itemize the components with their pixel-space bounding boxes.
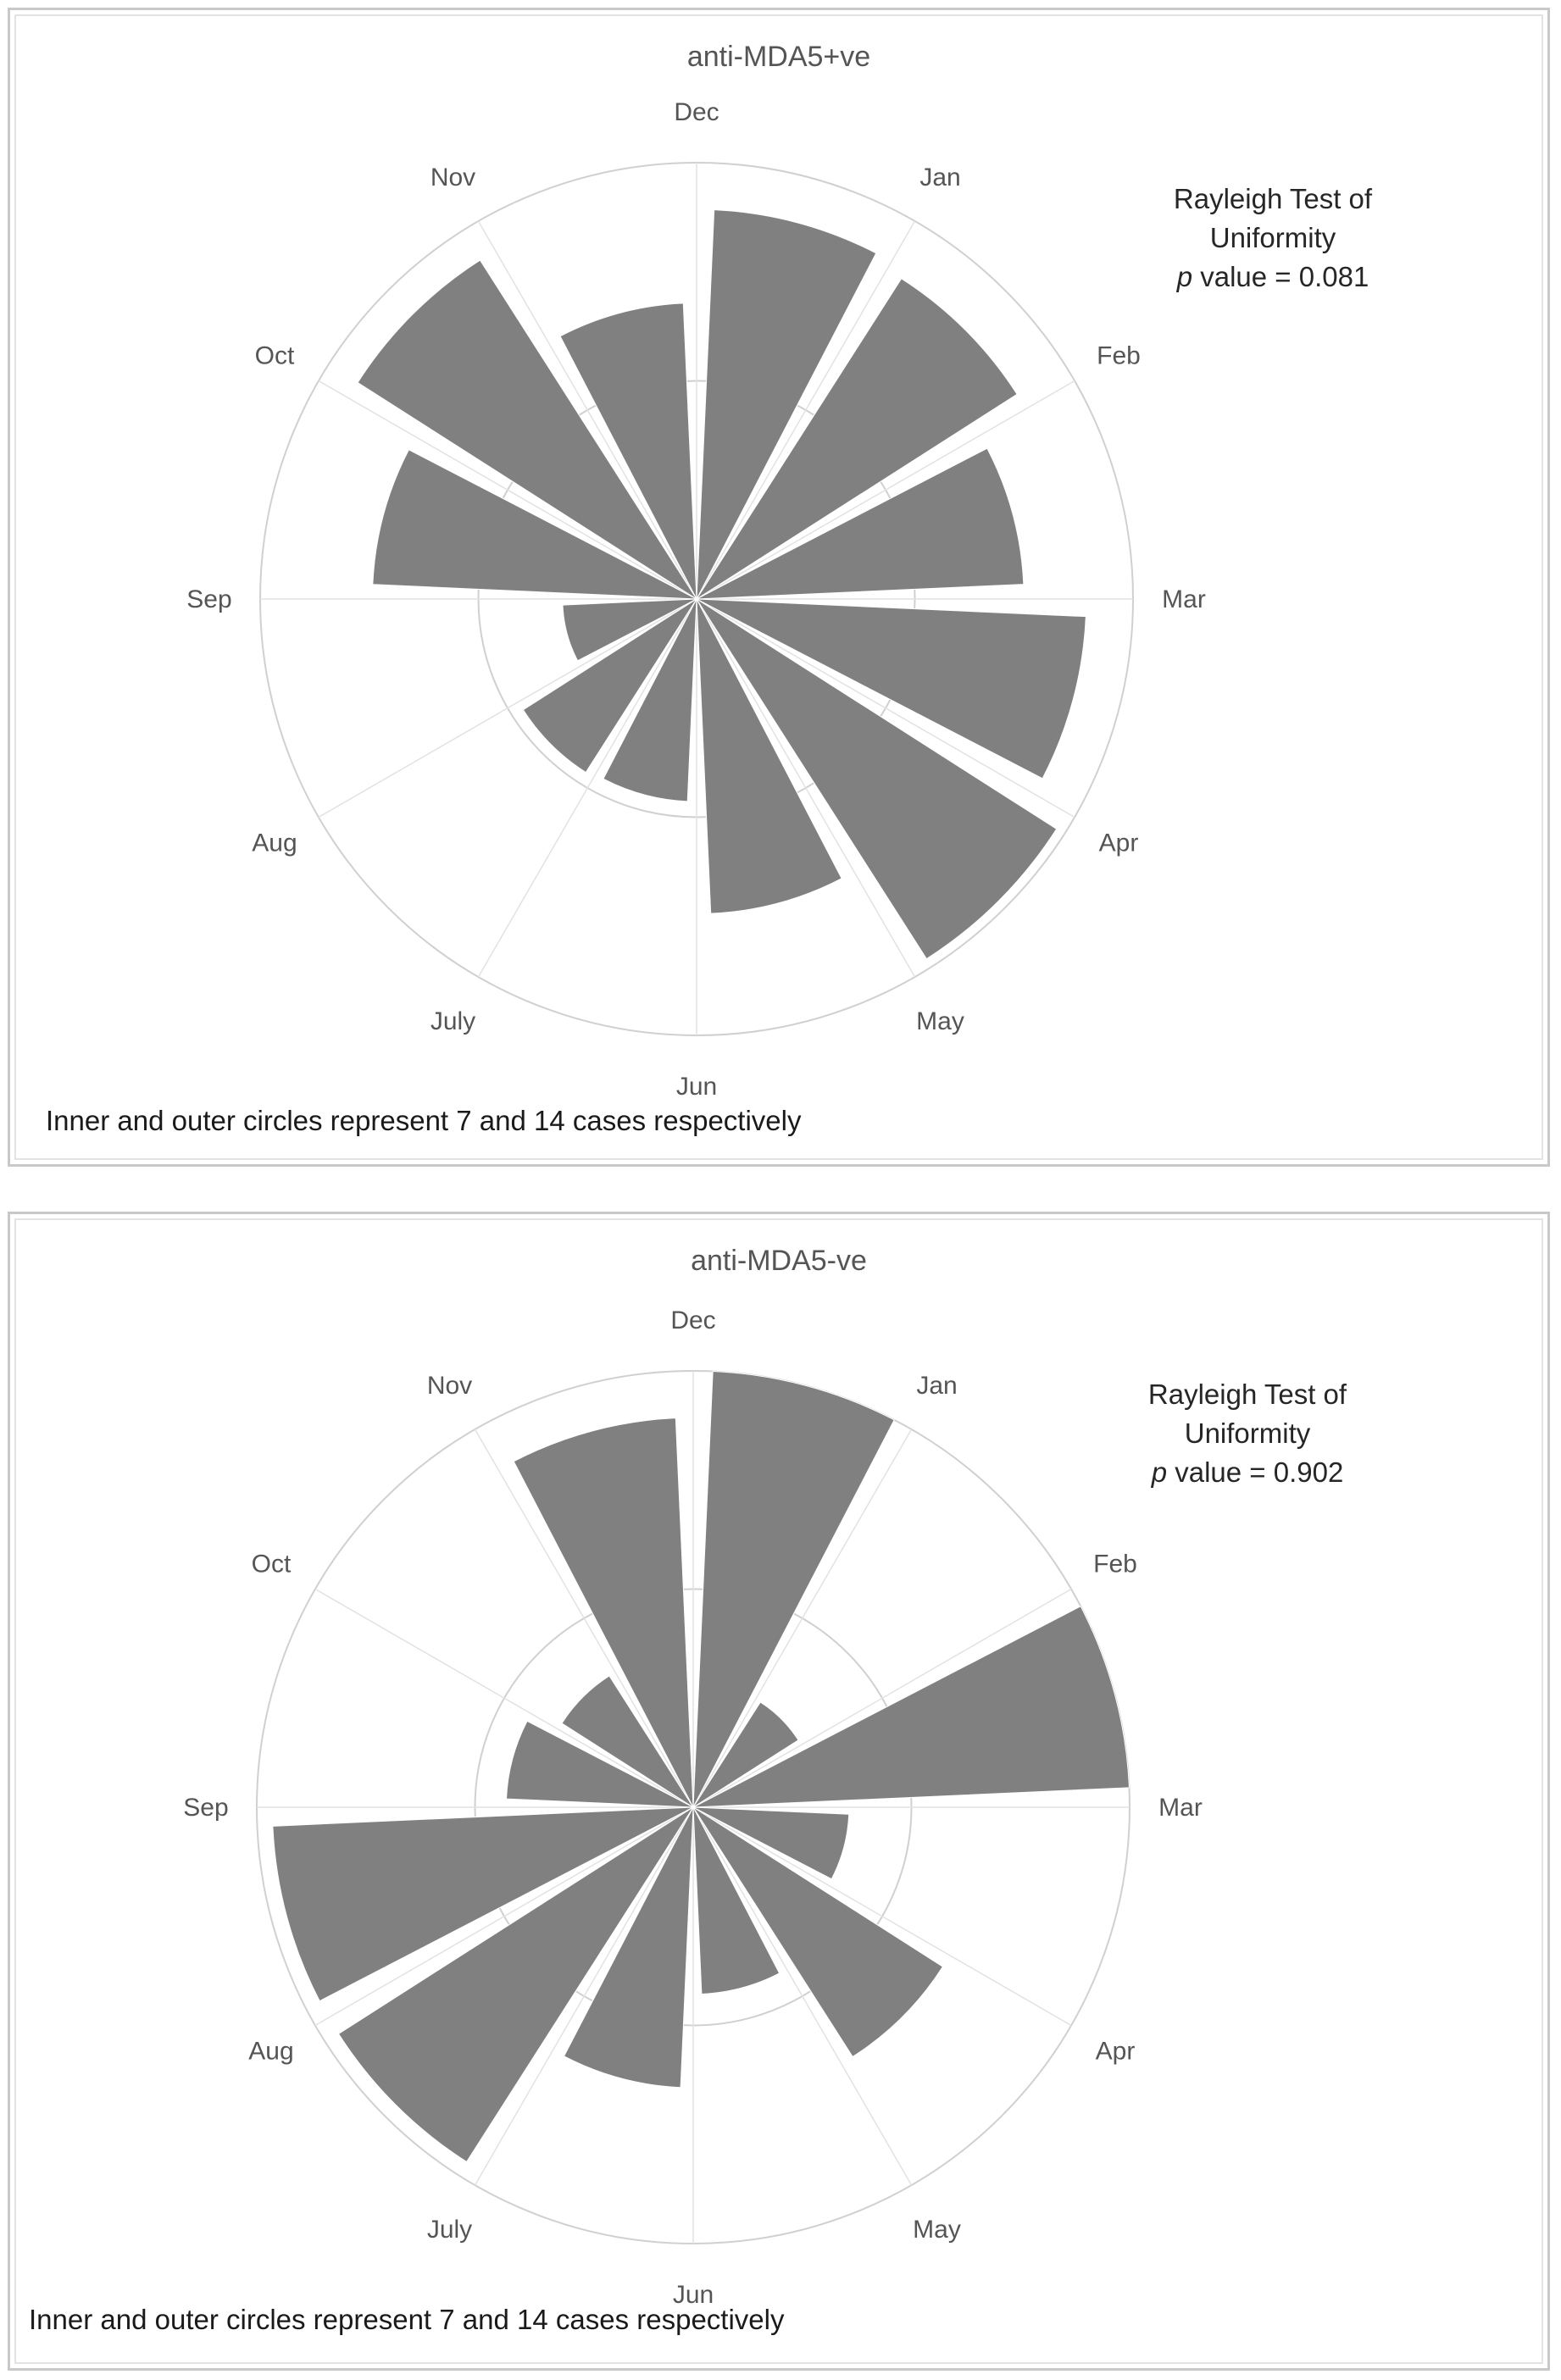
p-symbol: p (1176, 261, 1193, 292)
p-value-line (1086, 1453, 1408, 1492)
month-label-oct: Oct (254, 341, 295, 370)
month-label-sep: Sep (183, 1794, 229, 1822)
month-label-feb: Feb (1093, 1550, 1137, 1578)
month-label-nov: Nov (430, 164, 476, 191)
month-label-mar: Mar (1158, 1794, 1203, 1822)
rayleigh-test-label: Rayleigh Test of Uniformity (1147, 1379, 1347, 1449)
circles-note: Inner and outer circles represent 7 and 14 cases respectively (46, 1105, 802, 1136)
month-label-july: July (430, 1007, 476, 1035)
circles-note: Inner and outer circles represent 7 and 14 cases respectively (29, 2304, 785, 2335)
month-label-oct: Oct (251, 1550, 292, 1578)
month-label-dec: Dec (670, 1307, 716, 1334)
chart-title: anti-MDA5-ve (691, 1245, 867, 1277)
chart-title: anti-MDA5+ve (686, 41, 871, 73)
month-label-nov: Nov (426, 1372, 473, 1400)
rose-chart-panel-1 (8, 8, 1550, 1167)
month-label-jan: Jan (916, 1372, 958, 1400)
month-label-apr: Apr (1098, 829, 1139, 857)
month-label-jan: Jan (919, 164, 961, 191)
month-label-aug: Aug (248, 2037, 294, 2066)
month-label-feb: Feb (1097, 341, 1141, 370)
rayleigh-annotation (1086, 1375, 1408, 1492)
p-value-text: value = 0.902 (1167, 1456, 1344, 1488)
rayleigh-annotation (1112, 180, 1434, 297)
month-label-apr: Apr (1095, 2037, 1136, 2066)
rose-chart-panel-2 (8, 1212, 1550, 2371)
month-label-aug: Aug (252, 829, 297, 857)
rayleigh-test-label: Rayleigh Test of Uniformity (1173, 183, 1373, 253)
month-label-dec: Dec (674, 98, 719, 126)
p-symbol: p (1151, 1456, 1168, 1488)
month-label-sep: Sep (186, 585, 232, 613)
month-label-may: May (916, 1007, 964, 1035)
month-label-jun: Jun (672, 2281, 714, 2309)
month-label-mar: Mar (1162, 585, 1206, 613)
p-value-line (1112, 258, 1434, 297)
p-value-text: value = 0.081 (1192, 261, 1369, 292)
month-label-jun: Jun (675, 1073, 718, 1101)
month-label-july: July (426, 2216, 473, 2244)
month-label-may: May (913, 2216, 961, 2244)
